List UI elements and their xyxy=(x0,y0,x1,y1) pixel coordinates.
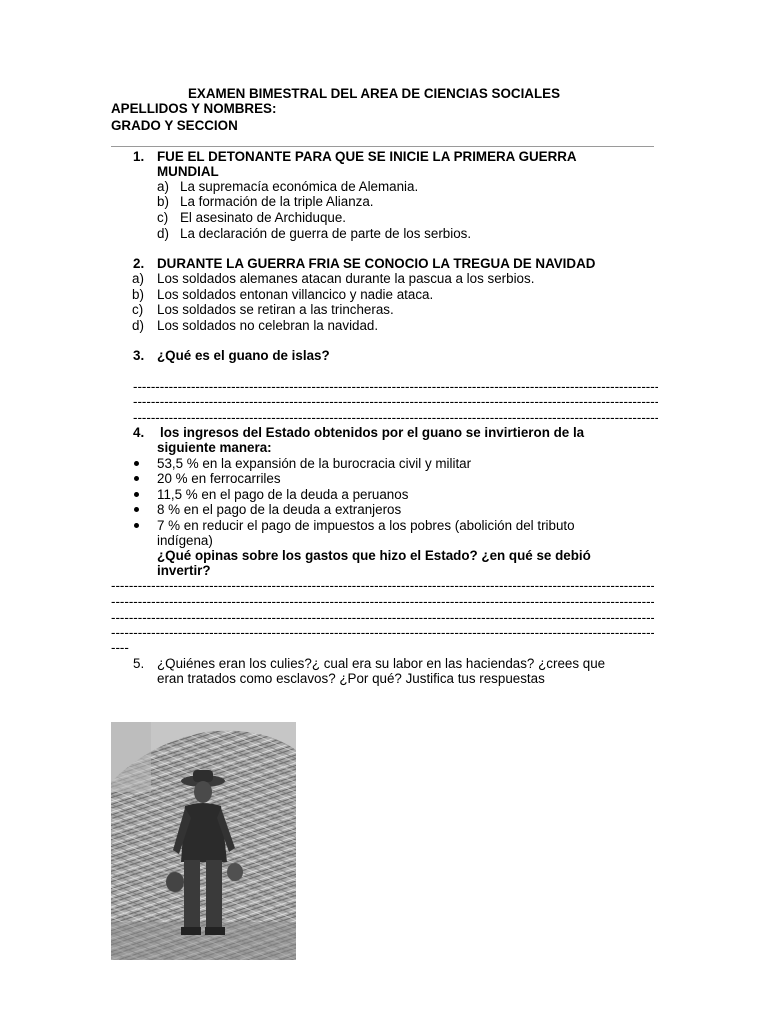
q1-text-line1: FUE EL DETONANTE PARA QUE SE INICIE LA PRIMERA GUERRA xyxy=(157,149,577,164)
q1-text-line2: MUNDIAL xyxy=(157,164,219,179)
q4-answer-line xyxy=(111,610,654,626)
q1-option-b: La formación de la triple Alianza. xyxy=(180,194,374,209)
q1-option-d: La declaración de guerra de parte de los serbios. xyxy=(180,226,472,241)
header-divider xyxy=(111,146,654,147)
q4-bullet-item: 11,5 % en el pago de la deuda a peruanos xyxy=(157,487,409,502)
q1-option-c: El asesinato de Archiduque. xyxy=(180,210,347,225)
q1-option-c-letter: c) xyxy=(157,210,169,225)
q2-option-d-letter: d) xyxy=(132,318,144,333)
q3-answer-line xyxy=(133,394,658,410)
q4-bullet-item: 53,5 % en la expansión de la burocracia civil y militar xyxy=(157,456,472,471)
q3-text: ¿Qué es el guano de islas? xyxy=(157,348,330,363)
bullet-icon xyxy=(134,476,139,481)
bullet-icon xyxy=(134,507,139,512)
q5-number: 5. xyxy=(133,656,145,671)
grade-label: GRADO Y SECCION xyxy=(111,118,238,133)
q2-option-c-letter: c) xyxy=(132,302,144,317)
q3-answer-line xyxy=(133,379,658,395)
q4-bullet-item: 20 % en ferrocarriles xyxy=(157,471,281,486)
q4-text-line2: siguiente manera: xyxy=(157,440,272,455)
q4-text-line1: los ingresos del Estado obtenidos por el guano se invirtieron de la xyxy=(160,425,585,440)
q4-number: 4. xyxy=(133,425,145,440)
bullet-icon xyxy=(134,492,139,497)
q4-bullet-item: 8 % en el pago de la deuda a extranjeros xyxy=(157,502,402,517)
q2-option-d: Los soldados no celebran la navidad. xyxy=(157,318,379,333)
q4-answer-line xyxy=(111,594,654,610)
bullet-icon xyxy=(134,523,139,528)
q3-number: 3. xyxy=(133,348,145,363)
q4-answer-line xyxy=(111,578,654,594)
q4-question-line1: ¿Qué opinas sobre los gastos que hizo el Estado? ¿en qué se debió xyxy=(157,548,591,563)
q2-option-b: Los soldados entonan villancico y nadie ataca. xyxy=(157,287,434,302)
q2-option-b-letter: b) xyxy=(132,287,144,302)
q4-answer-line xyxy=(111,625,654,641)
q1-number: 1. xyxy=(133,149,145,164)
q4-answer-line-tail: ---- xyxy=(111,640,129,655)
q1-option-a: La supremacía económica de Alemania. xyxy=(180,179,419,194)
q2-number: 2. xyxy=(133,256,145,271)
q2-text: DURANTE LA GUERRA FRIA SE CONOCIO LA TREGUA DE NAVIDAD xyxy=(157,256,596,271)
name-label: APELLIDOS Y NOMBRES: xyxy=(111,101,277,116)
q1-option-d-letter: d) xyxy=(157,226,169,241)
coolie-worker-photo xyxy=(111,722,296,960)
q2-option-a: Los soldados alemanes atacan durante la pascua a los serbios. xyxy=(157,271,535,286)
q4-question-line2: invertir? xyxy=(157,563,211,578)
q2-option-c: Los soldados se retiran a las trincheras. xyxy=(157,302,394,317)
q4-bullet-item-continued: indígena) xyxy=(157,533,213,548)
q4-bullet-item: 7 % en reducir el pago de impuestos a los pobres (abolición del tributo xyxy=(157,518,575,533)
bullet-icon xyxy=(134,461,139,466)
q3-answer-line xyxy=(133,410,658,426)
q2-option-a-letter: a) xyxy=(132,271,144,286)
q5-text-line2: eran tratados como esclavos? ¿Por qué? Justifica tus respuestas xyxy=(157,671,545,686)
q5-text-line1: ¿Quiénes eran los culies?¿ cual era su labor en las haciendas? ¿crees que xyxy=(157,656,606,671)
q1-option-a-letter: a) xyxy=(157,179,169,194)
q1-option-b-letter: b) xyxy=(157,194,169,209)
exam-title: EXAMEN BIMESTRAL DEL AREA DE CIENCIAS SOCIALES xyxy=(188,86,561,101)
